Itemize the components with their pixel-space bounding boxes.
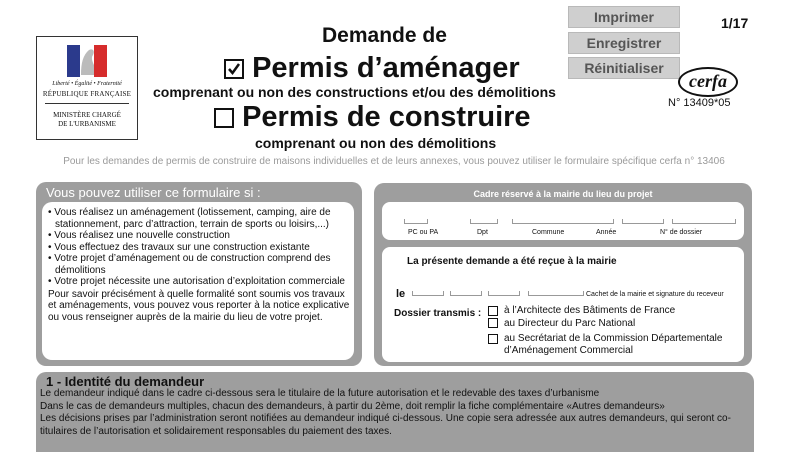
permis-amenager-option[interactable]	[224, 52, 520, 85]
ministry-name	[37, 111, 137, 129]
mairie-panel-title: Cadre réservé à la mairie du lieu du projet	[473, 189, 653, 199]
usage-panel	[36, 182, 362, 366]
cdac-option: au Secrétariat de la Commission Départementale d’Aménagement Commercial	[504, 333, 723, 356]
dossier-transmis-label: Dossier transmis :	[394, 308, 482, 319]
usage-item: • Votre projet nécessite une autorisation d’exploitation commerciale	[48, 276, 345, 287]
permis-construire-checkbox[interactable]	[214, 108, 234, 128]
date-label: le	[396, 288, 406, 300]
page-indicator: 1/17	[721, 15, 749, 31]
demande-heading: Demande de	[322, 24, 447, 47]
dossier-slot[interactable]	[672, 219, 736, 224]
usage-panel-body	[42, 202, 354, 360]
date-year2-slot[interactable]	[528, 291, 584, 296]
permis-amenager-title: Permis d’aménager	[252, 52, 520, 84]
cdac-checkbox[interactable]	[488, 334, 498, 344]
reset-button[interactable]: Réinitialiser	[568, 57, 680, 79]
commune-label: Commune	[532, 229, 565, 236]
marianne-emblem-icon	[67, 45, 107, 77]
check-icon	[226, 61, 242, 77]
date-month-slot[interactable]	[450, 291, 482, 296]
section-1-line: Le demandeur indiqué dans le cadre ci-dessous sera le titulaire de la future autorisation et le redevable des taxes d’urbanisme	[40, 388, 600, 399]
section-1-line: Dans le cas de demandeurs multiples, chacun des demandeurs, à partir du 2ème, doit remplir la fiche complémentaire «Autres demandeurs»	[40, 400, 665, 412]
stamp-label: Cachet de la mairie et signature du receveur	[586, 291, 724, 298]
usage-footer: Pour savoir précisément à quelle formalité sont soumis vos travaux et aménagements, vous pouvez vous reporter à la notice explicative ou vous renseigner auprès de la mairie du lieu de votre projet.	[48, 288, 350, 323]
usage-item: • Vous effectuez des travaux sur une construction existante	[48, 241, 310, 253]
cerfa-number: N° 13409*05	[668, 97, 731, 109]
permis-construire-title: Permis de construire	[242, 101, 531, 133]
logo-divider	[45, 103, 129, 104]
mairie-panel	[374, 183, 752, 366]
section-1-heading: 1 - Identité du demandeur	[46, 374, 205, 389]
ministry-line-2: DE L'URBANISME	[58, 120, 116, 128]
government-logo	[36, 36, 138, 140]
permis-construire-option[interactable]	[214, 101, 531, 134]
parc-national-checkbox[interactable]	[488, 318, 498, 328]
pc-pa-slot[interactable]	[404, 219, 428, 224]
annee-label: Année	[596, 229, 617, 236]
dpt-label: Dpt	[477, 229, 488, 236]
parc-national-option: au Directeur du Parc National	[504, 318, 636, 329]
reception-box	[382, 247, 744, 362]
received-label: La présente demande a été reçue à la mairie	[407, 256, 617, 267]
usage-item: • Vous réalisez une nouvelle construction	[48, 230, 230, 241]
print-button[interactable]: Imprimer	[568, 6, 680, 28]
section-1-text	[40, 388, 752, 438]
permis-amenager-subtitle: comprenant ou non des constructions et/ou des démolitions	[153, 84, 556, 100]
abf-option: à l’Architecte des Bâtiments de France	[504, 305, 676, 316]
dossier-number-label: N° de dossier	[660, 229, 703, 236]
section-identite-demandeur	[36, 372, 754, 452]
date-day-slot[interactable]	[412, 291, 444, 296]
pc-pa-label: PC ou PA	[408, 229, 439, 236]
abf-checkbox[interactable]	[488, 306, 498, 316]
permis-construire-subtitle: comprenant ou non des démolitions	[255, 135, 497, 151]
maison-individuelle-note: Pour les demandes de permis de construire de maisons individuelles et de leurs annexes, vous pouvez utiliser le formulaire spécifique cerfa n° 13406	[63, 156, 725, 167]
section-1-line: Les décisions prises par l’administration seront notifiées au demandeur indiqué ci-dessous. Une copie sera adressée aux autres demandeurs, qui seront co-titulaires de l’autorisation et solidairement responsables du paiement des taxes.	[40, 413, 731, 437]
commune-slot[interactable]	[512, 219, 614, 224]
dossier-number-box	[382, 202, 744, 240]
usage-item: • Votre projet d’aménagement ou de construction comprend des démolitions	[48, 253, 331, 276]
usage-item: • Vous réalisez un aménagement (lotissement, camping, aire de stationnement, parc d’attraction, terrain de sports ou loisirs,...)	[48, 207, 331, 230]
save-button[interactable]: Enregistrer	[568, 32, 680, 54]
republic-name: RÉPUBLIQUE FRANÇAISE	[42, 90, 132, 98]
date-year1-slot[interactable]	[488, 291, 520, 296]
annee-slot[interactable]	[622, 219, 664, 224]
cerfa-logo: cerfa	[678, 67, 738, 97]
republic-motto: Liberté • Égalité • Fraternité	[52, 81, 122, 87]
ministry-line-1: MINISTÈRE CHARGÉ	[53, 111, 121, 119]
usage-panel-title: Vous pouvez utiliser ce formulaire si :	[46, 185, 261, 200]
dpt-slot[interactable]	[470, 219, 498, 224]
permis-amenager-checkbox[interactable]	[224, 59, 244, 79]
